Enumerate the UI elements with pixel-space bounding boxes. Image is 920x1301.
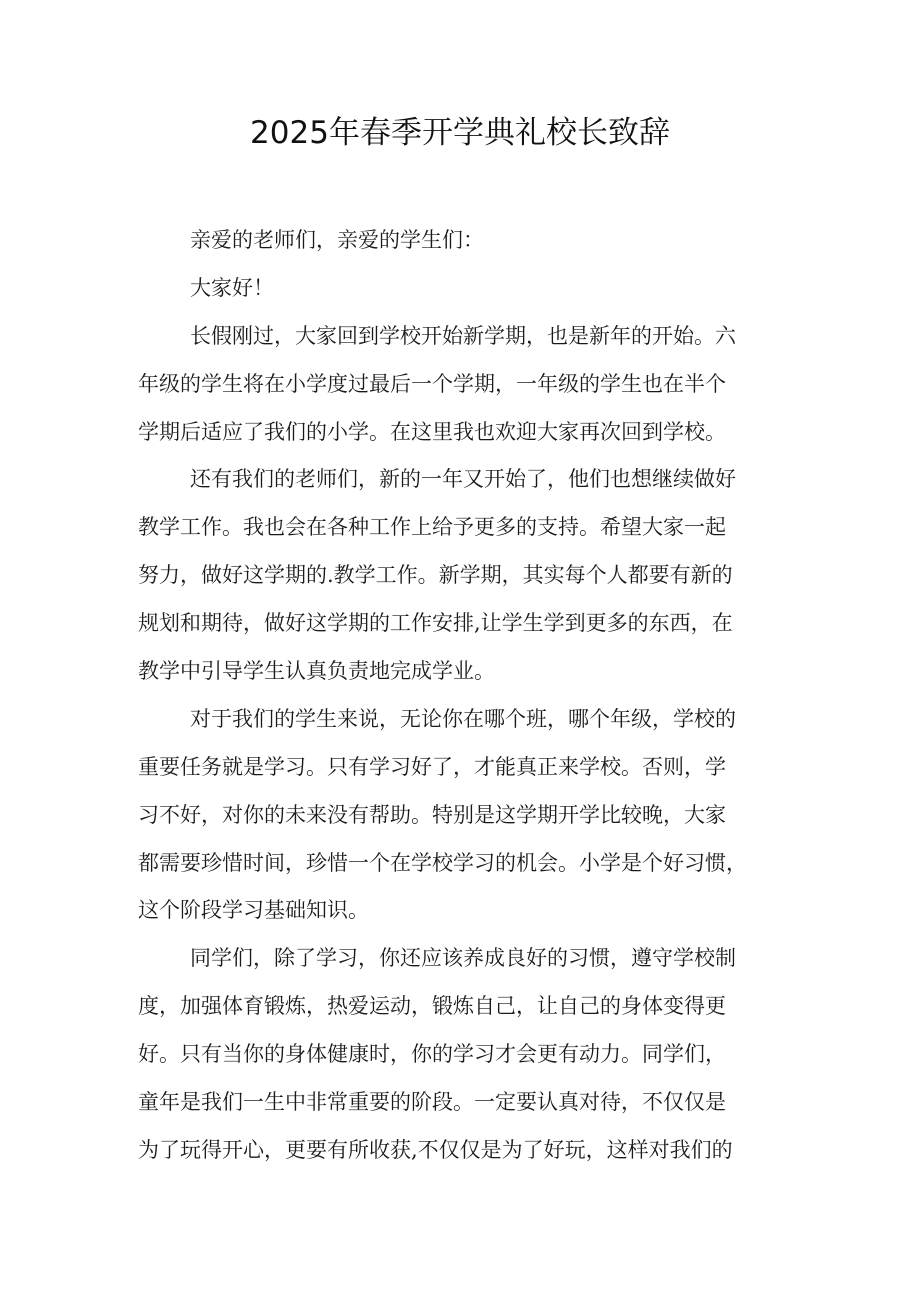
text-line: 年级的学生将在小学度过最后一个学期，一年级的学生也在半个 bbox=[138, 371, 726, 396]
text-line: 重要任务就是学习。只有学习好了，才能真正来学校。否则，学 bbox=[138, 754, 726, 779]
text-line: 亲爱的老师们，亲爱的学生们： bbox=[190, 228, 484, 252]
text-line: 度，加强体育锻炼，热爱运动，锻炼自己，让自己的身体变得更 bbox=[138, 994, 726, 1019]
text-line: 教学中引导学生认真负责地完成学业。 bbox=[138, 659, 495, 684]
paragraph bbox=[138, 939, 798, 1169]
text-line: 都需要珍惜时间，珍惜一个在学校学习的机会。小学是个好习惯， bbox=[138, 850, 747, 875]
paragraph-salutation bbox=[138, 221, 798, 259]
text-line: 长假刚过，大家回到学校开始新学期，也是新年的开始。六 bbox=[190, 323, 736, 348]
text-line: 对于我们的学生来说，无论你在哪个班，哪个年级，学校的 bbox=[190, 706, 736, 731]
text-line: 规划和期待，做好这学期的工作安排,让学生学到更多的东西，在 bbox=[138, 611, 733, 636]
text-line: 教学工作。我也会在各种工作上给予更多的支持。希望大家一起 bbox=[138, 515, 726, 540]
text-line: 努力，做好这学期的.教学工作。新学期，其实每个人都要有新的 bbox=[138, 563, 733, 588]
text-line: 这个阶段学习基础知识。 bbox=[138, 898, 369, 923]
text-line: 童年是我们一生中非常重要的阶段。一定要认真对待，不仅仅是 bbox=[138, 1090, 726, 1115]
text-line: 学期后适应了我们的小学。在这里我也欢迎大家再次回到学校。 bbox=[138, 419, 726, 444]
paragraph bbox=[138, 317, 798, 451]
text-line: 同学们，除了学习，你还应该养成良好的习惯，遵守学校制 bbox=[190, 946, 736, 971]
text-line: 大家好！ bbox=[190, 275, 274, 300]
text-line: 还有我们的老师们，新的一年又开始了，他们也想继续做好 bbox=[190, 467, 736, 492]
document-title: 2025年春季开学典礼校长致辞 bbox=[250, 115, 670, 151]
text-line: 好。只有当你的身体健康时，你的学习才会更有动力。同学们， bbox=[138, 1042, 726, 1067]
text-line: 为了玩得开心，更要有所收获,不仅仅是为了好玩，这样对我们的 bbox=[138, 1137, 733, 1162]
paragraph-greeting bbox=[138, 269, 798, 307]
text-line: 习不好，对你的未来没有帮助。特别是这学期开学比较晚，大家 bbox=[138, 802, 726, 827]
paragraph bbox=[138, 700, 798, 930]
document-body bbox=[138, 221, 798, 1179]
paragraph bbox=[138, 460, 798, 690]
